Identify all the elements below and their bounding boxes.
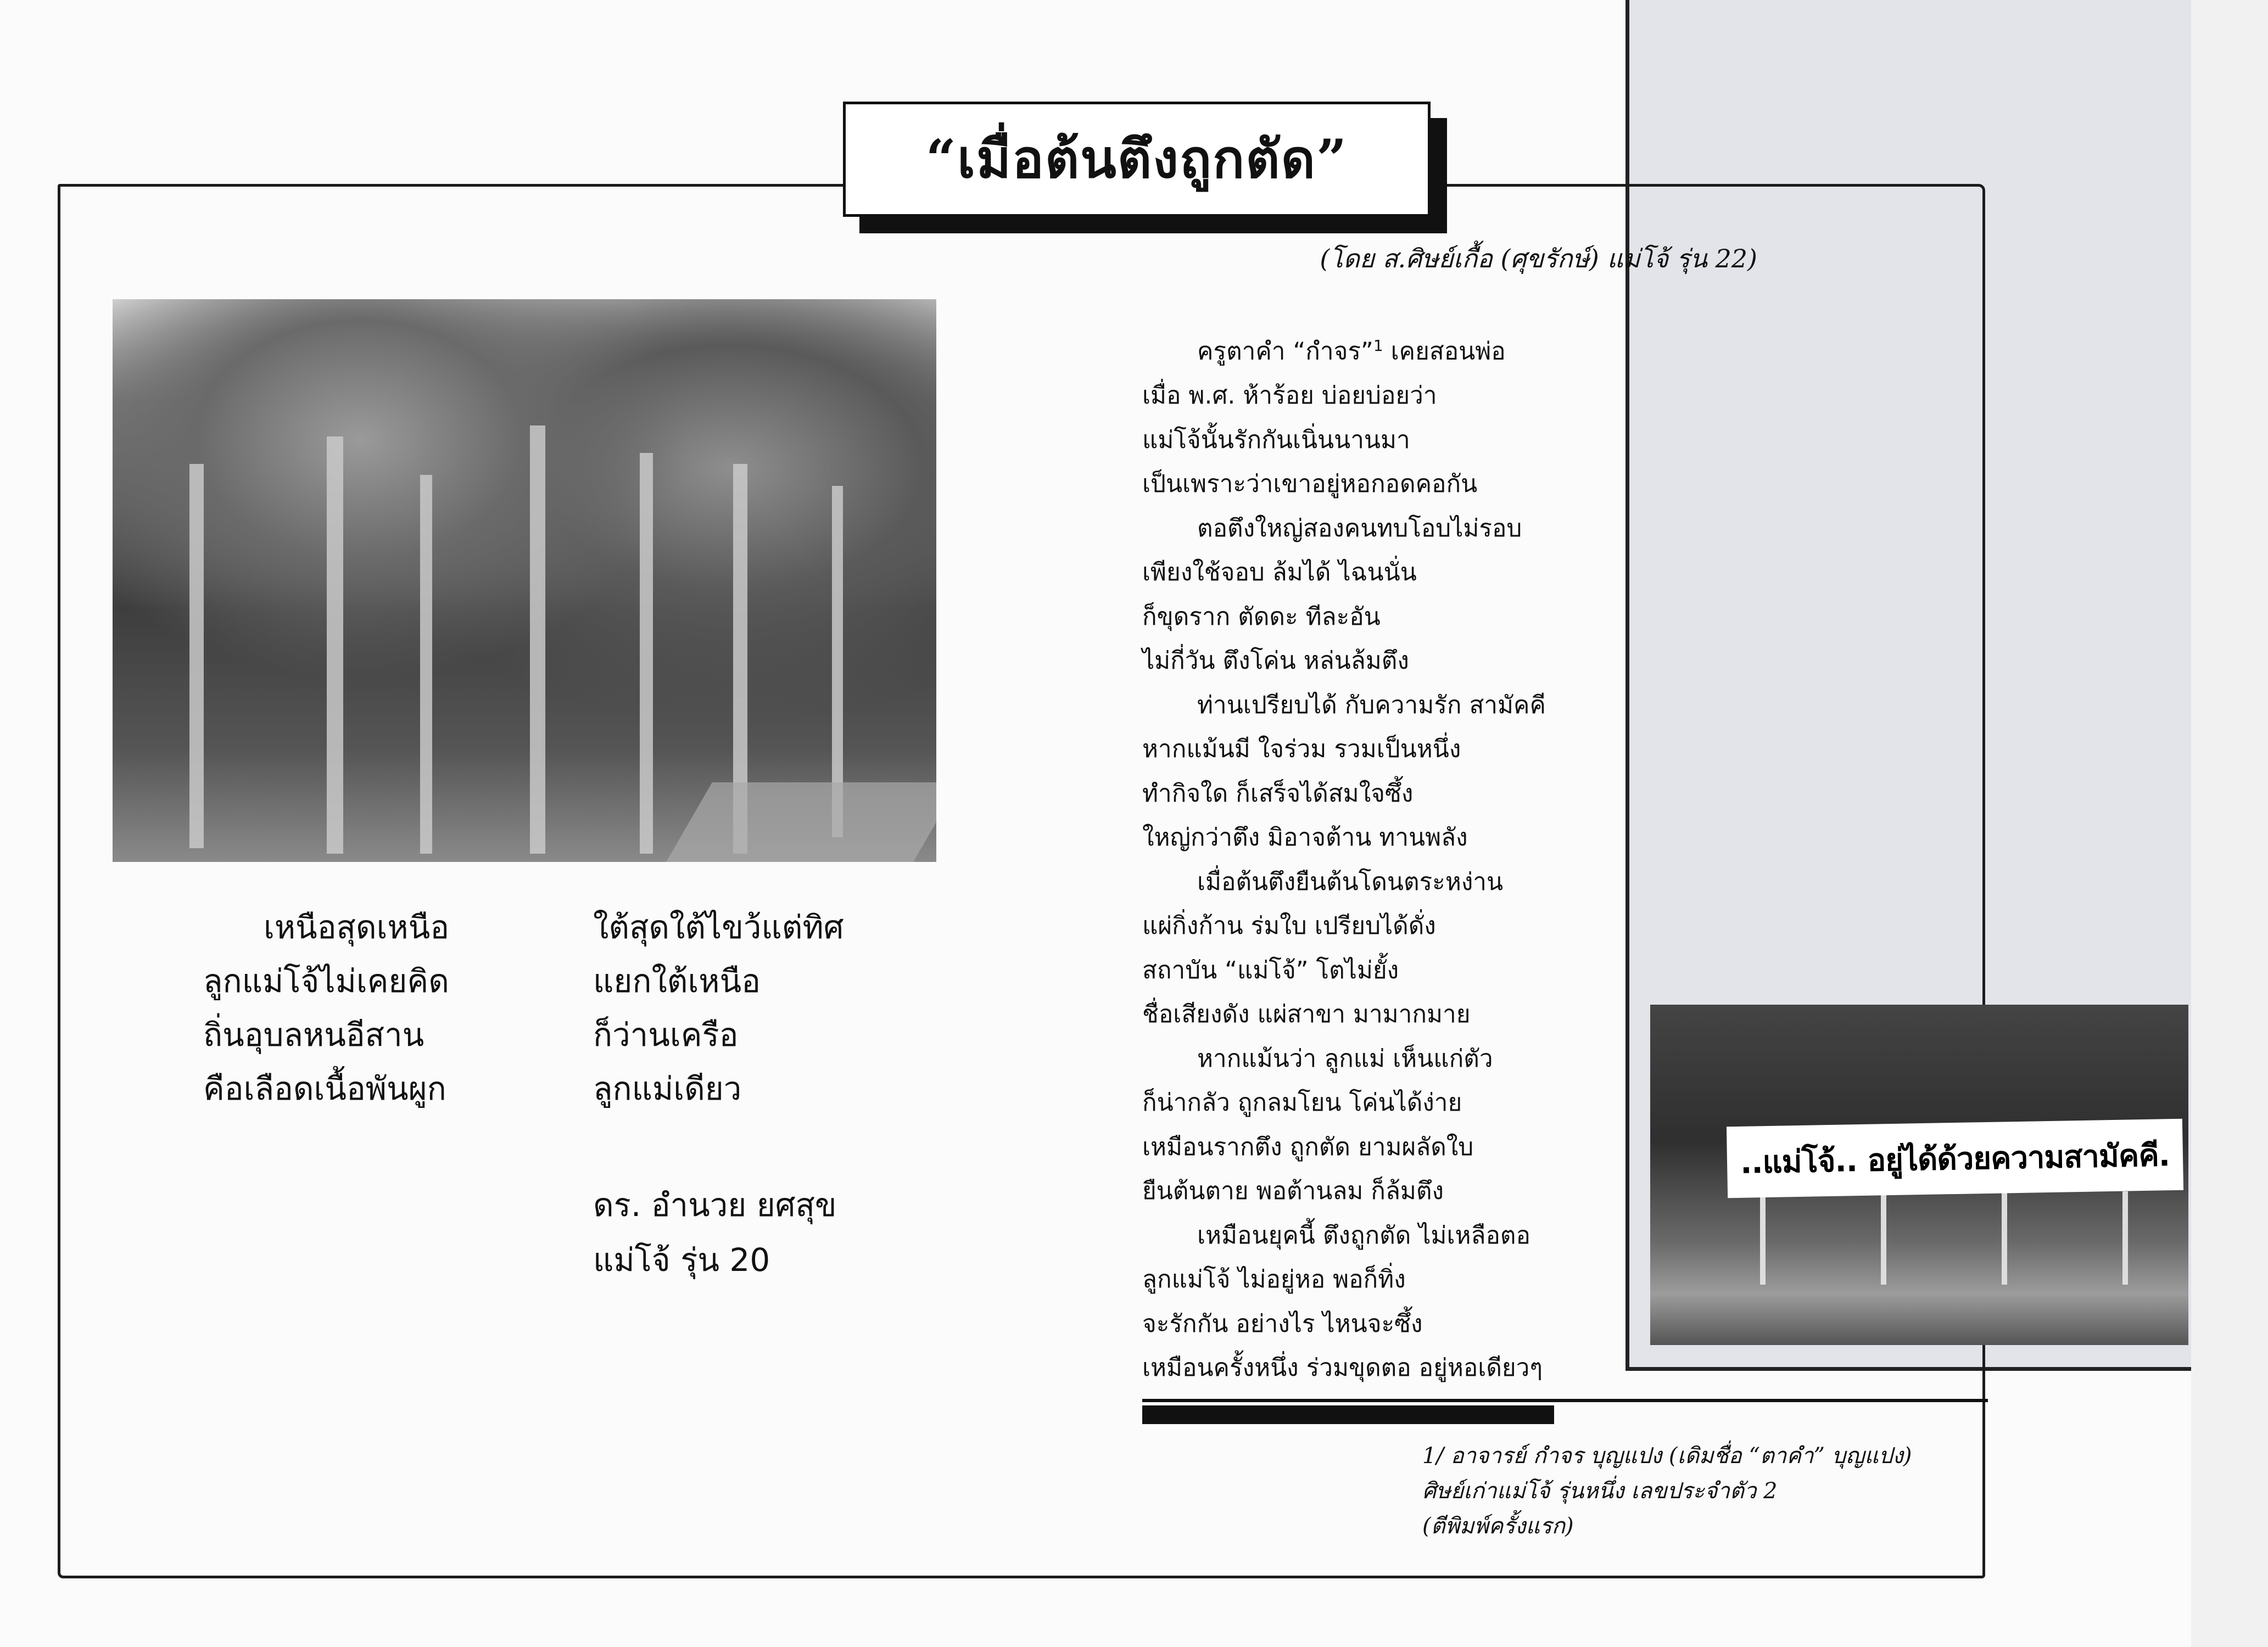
poem-line: ครูตาคำ “กำจร”$^1$ เคยสอนพ่อ bbox=[1197, 337, 1506, 366]
poem-line: หากแม้นมี ใจร่วม รวมเป็นหนึ่ง bbox=[1142, 735, 1461, 764]
poem-line: แยกใต้เหนือ bbox=[593, 962, 761, 1000]
poem-line: คือเลือดเนื้อพันผูก bbox=[203, 1070, 446, 1107]
author-class: แม่โจ้ รุ่น 20 bbox=[593, 1241, 770, 1279]
left-poem-column-b bbox=[593, 900, 844, 1116]
poem-line: สถาบัน “แม่โจ้” โตไม่ยั้ง bbox=[1142, 956, 1399, 984]
author-name: ดร. อำนวย ยศสุข bbox=[593, 1186, 837, 1224]
poem-line: แผ่กิ่งก้าน ร่มใบ เปรียบได้ดั่ง bbox=[1142, 912, 1436, 940]
poem-line: ลูกแม่เดียว bbox=[593, 1070, 742, 1107]
poem-line: ชื่อเสียงดัง แผ่สาขา มามากมาย bbox=[1142, 1000, 1471, 1029]
sign-photo bbox=[1650, 1005, 2188, 1345]
poem-line: ยืนต้นตาย พอต้านลม ก็ล้มตึง bbox=[1142, 1177, 1444, 1206]
poem-line: ใต้สุดใต้ไขว้แต่ทิศ bbox=[593, 909, 844, 946]
footnote-mark: 1 bbox=[1373, 337, 1383, 355]
poem-line: ก็ขุดราก ตัดดะ ทีละอัน bbox=[1142, 602, 1381, 631]
poem-line: ใหญ่กว่าตึง มิอาจต้าน ทานพลัง bbox=[1142, 824, 1468, 852]
footnote-rule-thick bbox=[1142, 1405, 1554, 1424]
title-box bbox=[843, 102, 1431, 217]
poem-line: ตอตึงใหญ่สองคนทบโอบไม่รอบ bbox=[1197, 514, 1522, 542]
poem-line: ไม่กี่วัน ตึงโค่น หล่นล้มตึง bbox=[1142, 647, 1409, 675]
poem-line: เหมือนครั้งหนึ่ง ร่วมขุดตอ อยู่หอเดียวๆ bbox=[1142, 1354, 1543, 1382]
poem-line: ทำกิจใด ก็เสร็จได้สมใจซึ้ง bbox=[1142, 779, 1414, 808]
byline: (โดย ส.ศิษย์เกื้อ (ศุขรักษ์) แม่โจ้ รุ่น 22) bbox=[1320, 244, 1757, 273]
footnote-line: ศิษย์เก่าแม่โจ้ รุ่นหนึ่ง เลขประจำตัว 2 bbox=[1422, 1478, 1778, 1504]
forest-photo bbox=[113, 299, 936, 862]
poem-line: เหมือนยุคนี้ ตึงถูกตัด ไม่เหลือตอ bbox=[1197, 1221, 1530, 1250]
sign-board bbox=[1727, 1119, 2183, 1198]
footnote-rule-thin bbox=[1142, 1399, 1988, 1402]
poem-line: ท่านเปรียบได้ กับความรัก สามัคคี bbox=[1197, 691, 1546, 719]
left-poem-author bbox=[593, 1178, 837, 1287]
poem-line: เมื่อ พ.ศ. ห้าร้อย บ่อยบ่อยว่า bbox=[1142, 382, 1437, 410]
poem-line: เมื่อต้นตึงยืนต้นโดนตระหง่าน bbox=[1197, 867, 1504, 896]
right-poem bbox=[1142, 324, 1546, 1391]
poem-line: เพียงใช้จอบ ล้มได้ ไฉนนั่น bbox=[1142, 558, 1417, 587]
poem-line: เป็นเพราะว่าเขาอยู่หอกอดคอกัน bbox=[1142, 470, 1478, 498]
poem-line: ลูกแม่โจ้ไม่เคยคิด bbox=[203, 962, 449, 1000]
sign-text: ..แม่โจ้.. อยู่ได้ด้วยความสามัคคี. bbox=[1740, 1137, 2170, 1181]
footnote bbox=[1422, 1438, 1912, 1544]
poem-line: เหนือสุดเหนือ bbox=[264, 909, 450, 946]
poem-line: ถิ่นอุบลหนอีสาน bbox=[203, 1016, 424, 1054]
poem-line: ลูกแม่โจ้ ไม่อยู่หอ พอก็ทิ่ง bbox=[1142, 1265, 1406, 1294]
page-title: “เมื่อต้นตึงถูกตัด” bbox=[925, 128, 1348, 190]
poem-line: เหมือนรากตึง ถูกตัด ยามผลัดใบ bbox=[1142, 1133, 1474, 1161]
footnote-line: (ตีพิมพ์ครั้งแรก) bbox=[1422, 1514, 1574, 1539]
poem-line: หากแม้นว่า ลูกแม่ เห็นแก่ตัว bbox=[1197, 1044, 1493, 1073]
footnote-line: 1/ อาจารย์ กำจร บุญแปง (เดิมชื่อ “ตาคำ” บุญแปง) bbox=[1422, 1443, 1912, 1469]
page-edge-strip bbox=[2191, 0, 2268, 1647]
poem-line: จะรักกัน อย่างไร ไหนจะซึ้ง bbox=[1142, 1309, 1423, 1338]
poem-line: ก็น่ากลัว ถูกลมโยน โค่นได้ง่าย bbox=[1142, 1089, 1462, 1117]
poem-line: ก็ว่านเครือ bbox=[593, 1016, 739, 1054]
poem-line: แม่โจ้นั้นรักกันเนิ่นนานมา bbox=[1142, 425, 1410, 454]
left-poem-column-a bbox=[203, 900, 449, 1116]
